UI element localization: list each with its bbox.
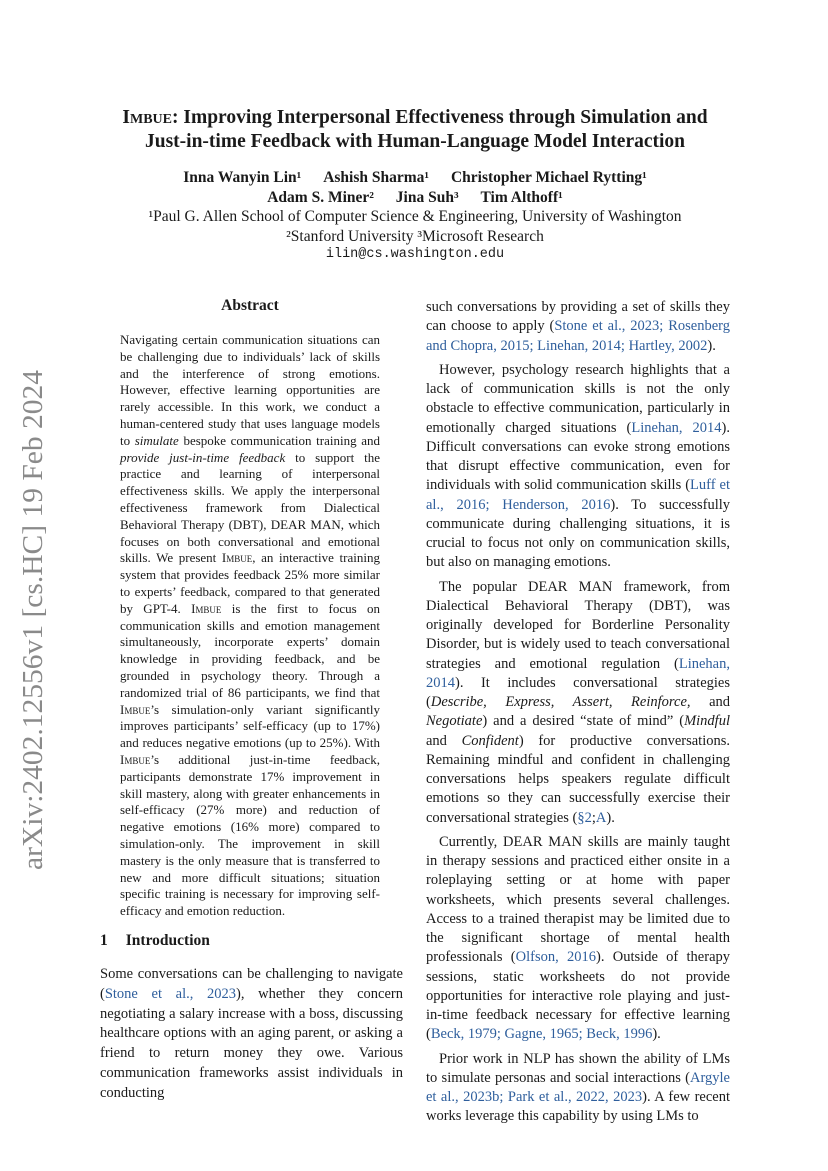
author-name: Christopher Michael Rytting¹ [450,169,647,186]
author-list [60,168,770,208]
citation-link[interactable]: Henderson, 2016 [502,496,611,513]
affiliation-line-1: ¹Paul G. Allen School of Computer Science & Engineering, University of Washington [148,208,682,225]
citation-link[interactable]: Beck, 1979 [430,1026,497,1043]
body-text: such conversations by providing a set of skills they can choose to apply ( [426,299,730,335]
abstract-text: to support the practice and learning of interpersonal effectiveness skills. We apply the interpersonal effectiveness framework from Dialectical Behavioral Therapy (DBT), DEAR MAN, which focuses on both conversational and emotional skills. We present [120,449,380,566]
citation-link[interactable]: Stone et al., 2023 [554,318,660,335]
section-heading-introduction [100,932,400,950]
citation-link[interactable]: Beck, 1996 [586,1026,653,1043]
body-text: and [690,694,730,710]
affiliation-line-2: ²Stanford University ³Microsoft Research [286,228,544,245]
body-text: ). [707,337,716,354]
abstract-text: is the first to focus on communication skills and emotion management simultaneously, incorporate experts’ domain knowledge in providing feedback, and be grounded in psychology theory. Through a randomized trial of 86 participants, we find that [120,600,380,700]
system-name: Imbue [191,600,222,616]
paper-title [60,106,770,154]
body-text: ). To successfully communicate during challenging situations, it is crucial to focus not only on communication skills, but also on managing emotions. [426,496,730,571]
paragraph: Currently, DEAR MAN skills are mainly taught in therapy sessions and practiced either onsite in a roleplaying setting or at home with paper worksheets, which presents several challenges. Access to a trained therapist may be limited due to the significant shortage of mental health professionals (Olfson, 2016). Outside of therapy sessions, static worksheets do not provide opportunities for interactive role playing and just-in-time feedback necessary for effective learning (Beck, 1979; Gagne, 1965; Beck, 1996). [426,833,731,1043]
paragraph: The popular DEAR MAN framework, from Dialectical Behavioral Therapy (DBT), was originally developed for Borderline Personality Disorder, but is widely used to teach conversational strategies and emotional regulation (Linehan, 2014). It includes conversational strategies (Describe, Express, Assert, Reinforce, and Negotiate) and a desired “state of mind” (Mindful and Confident) for productive conversations. Remaining mindful and confident in challenging conversations helps speakers regulate difficult emotions so they can successfully exercise their conversational strategies (§2;A). [426,578,730,826]
body-text: ). [652,1026,661,1043]
citation-link[interactable]: Olfson, 2016 [515,949,597,966]
citation-link[interactable]: Stone et al., 2023 [104,985,237,1002]
citation-link[interactable]: Linehan, 2014 [631,419,722,436]
system-name: Imbue [120,701,151,717]
section-title: Introduction [125,932,210,949]
citation-link[interactable]: Hartley, 2002 [628,337,708,354]
appendix-link[interactable]: A [595,809,607,826]
paragraph: However, psychology research highlights that a lack of communication skills is not the only obstacle to effective communication, particularly in emotionally charged situations (Linehan, 2014). Difficult conversations can evoke strong emotions that disrupt effective communication, even for individuals with solid communication skills (Luff et al., 2016; Henderson, 2016). To successfully communicate during challenging situations, it is crucial to focus not only on communication skills, but also on managing emotions. [426,361,731,571]
author-row-1 [60,168,770,188]
body-text: Prior work in NLP has shown the ability of LMs to simulate personas and social interactions ( [426,1050,730,1086]
system-name: Imbue [120,751,151,767]
author-name: Jina Suh³ [395,189,459,206]
author-name: Ashish Sharma¹ [323,169,430,186]
system-name: Imbue [122,107,172,128]
abstract-text: ’s additional just-in-time feedback, participants demonstrate 17% improvement in skill mastery, along with greater enhancements in self-efficacy (27% more) and reduction of negative emotions (16% more) compared to simulation-only. The improvement in skill mastery is the only measure that is transferred to new and more difficult situations; situation specific training is necessary for improving self-efficacy and emotion reduction. [120,751,380,919]
citation-link[interactable]: Linehan, 2014 [426,655,730,691]
body-text: Currently, DEAR MAN skills are mainly taught in therapy sessions and practiced either onsite in a roleplaying setting or at home with paper worksheets, which presents several challenges. Access to a trained therapist may be limited due to the significant shortage of mental health professionals ( [426,833,730,966]
abstract-emphasis: simulate [134,432,179,448]
body-text: ). It includes conversational strategies ( [426,674,730,710]
author-row-2 [60,188,770,208]
body-text: ) for productive conversations. Remaining mindful and confident in challenging conversations helps speakers regulate difficult emotions so they can successfully exercise their conversational strategies ( [426,732,730,826]
emphasis: Confident [461,732,519,749]
title-line-2: Just-in-time Feedback with Human-Language Model Interaction [144,131,686,152]
author-name: Tim Althoff¹ [480,189,563,206]
citation-link[interactable]: Gagne, 1965 [504,1026,579,1043]
paragraph: Prior work in NLP has shown the ability of LMs to simulate personas and social interactions (Argyle et al., 2023b; Park et al., 2022, 2023). A few recent works leverage this capability by using LMs to [426,1050,730,1125]
citation-link[interactable]: Linehan, 2014 [537,337,621,354]
emphasis: Mindful [684,713,730,730]
section-number: 1 [100,932,108,949]
author-name: Inna Wanyin Lin¹ [183,169,302,186]
body-text: ) and a desired “state of mind” ( [482,713,685,730]
citation-link[interactable]: Park et al., 2022, 2023 [507,1089,643,1105]
abstract-text: Navigating certain communication situations can be challenging due to individuals’ lack of skills and the interference of strong emotions. However, effective learning opportunities are rarely accessible. In this work, we conduct a human-centered study that uses language models to [120,332,380,448]
intro-paragraph-left [100,965,403,1104]
body-text: ), whether they concern negotiating a salary increase with a boss, discussing healthcare options with an aging parent, or asking a friend to return money they owe. Various communication frameworks assist individuals in conducting [100,985,403,1101]
abstract-text: ’s simulation-only variant significantly improves participants’ self-efficacy (up to 17%) and reduces negative emotions (up to 25%). With [120,701,380,751]
abstract-emphasis: provide just-in-time feedback [120,449,286,465]
emphasis: Describe, Express, Assert, Reinforce, [430,694,691,710]
body-text: Some conversations can be challenging to navigate ( [100,966,403,1002]
abstract-text: , an interactive training system that provides feedback 25% more similar to experts’ feedback, compared to that generated by GPT-4. [120,550,380,616]
body-text: ). [606,809,615,826]
body-text: ). Difficult conversations can evoke strong emotions that disrupt effective communication, even for individuals with solid communication skills ( [426,419,730,494]
abstract-heading: Abstract [221,297,279,314]
body-text: ). Outside of therapy sessions, static worksheets do not provide opportunities for interactive role playing and just-in-time feedback necessary for effective learning ( [426,949,731,1043]
right-column [426,298,730,1127]
emphasis: Negotiate [426,713,483,730]
body-text: and [426,732,462,749]
section-link[interactable]: §2 [577,809,592,826]
title-line-1: : Improving Interpersonal Effectiveness through Simulation and [172,107,708,128]
affiliations [60,207,770,247]
system-name: Imbue [221,550,253,566]
citation-link[interactable]: Luff et al., 2016 [426,477,731,513]
body-text: The popular DEAR MAN framework, from Dialectical Behavioral Therapy (DBT), was originally developed for Borderline Personality Disorder, but is widely used to teach conversational strategies and emotional regulation ( [426,578,730,672]
contact-email[interactable]: ilin@cs.washington.edu [325,247,505,262]
citation-link[interactable]: Argyle et al., 2023b [426,1069,730,1105]
arxiv-stamp-text: arXiv:2402.12556v1 [cs.HC] 19 Feb 2024 [17,378,49,870]
abstract-body [120,332,380,920]
citation-link[interactable]: Rosenberg and Chopra, 2015 [426,318,730,354]
paragraph: such conversations by providing a set of skills they can choose to apply (Stone et al., 2023; Rosenberg and Chopra, 2015; Linehan, 2014; Hartley, 2002). [426,299,730,354]
body-text: ). A few recent works leverage this capability by using LMs to [426,1089,730,1125]
arxiv-identifier-stamp [10,360,54,880]
author-name: Adam S. Miner² [267,189,374,206]
body-text: However, psychology research highlights that a lack of communication skills is not the only obstacle to effective communication, particularly in emotionally charged situations ( [426,361,730,436]
abstract-text: bespoke communication training and [178,432,380,448]
